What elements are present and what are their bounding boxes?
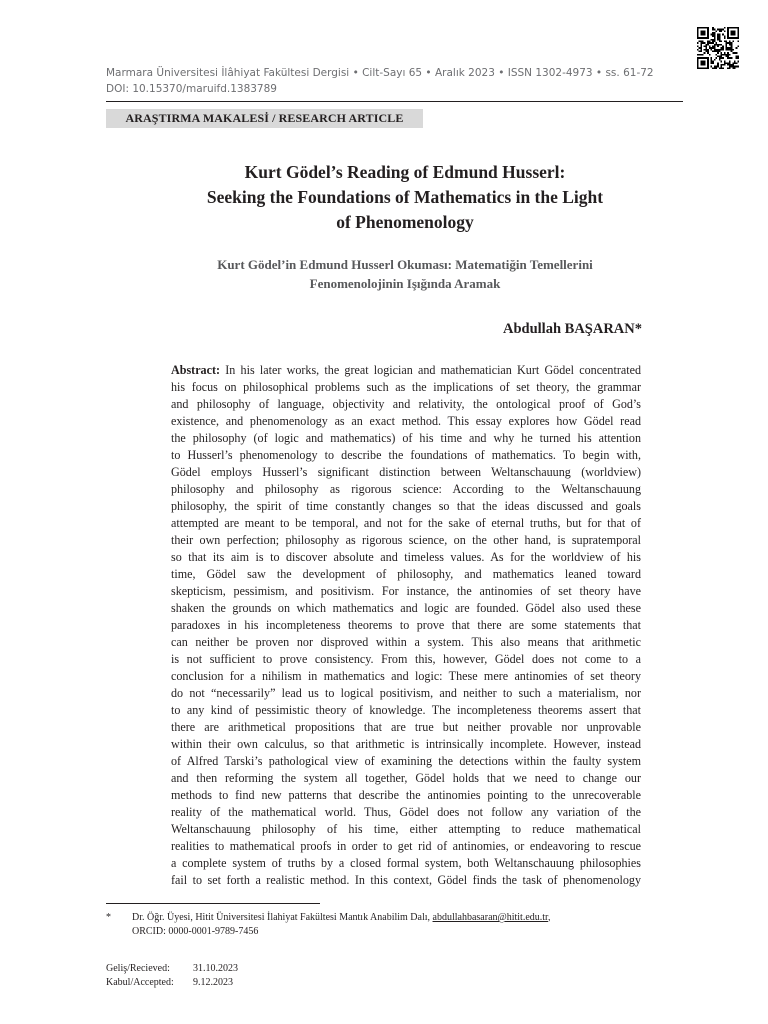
- abstract-line: within their own calculus, so that arithmetic is intrinsically incomplete. However, instead: [171, 737, 641, 751]
- author-name: Abdullah BAŞARAN*: [502, 321, 642, 337]
- abstract-line: time, Gödel saw the development of philosophy, and mathematics leaned toward: [171, 567, 641, 581]
- abstract-line: methods to find new patterns that describe the antinomies pointing to the unrecoverable: [171, 788, 641, 802]
- footnote-marker: *: [106, 912, 111, 923]
- abstract-line: and then reforming the system all together, Gödel holds that we need to change our: [171, 771, 641, 785]
- accepted-value: 9.12.2023: [193, 977, 233, 988]
- abstract-line: philosophy, the spirit of time constantly changes so that the ideas discussed and goals: [171, 499, 641, 513]
- abstract-line: their own perfection; philosophy as rigorous science, on the other hand, is supratemporal: [171, 533, 641, 547]
- abstract-line: there are arithmetical propositions that are true but neither provable nor unprovable: [171, 720, 641, 734]
- abstract-line: philosophy and philosophy as rigorous science: According to the Weltanschauung: [171, 482, 641, 496]
- received-value: 31.10.2023: [193, 963, 238, 974]
- abstract-line: fail to set forth a realistic method. In this context, Gödel finds the task of phenomenology: [171, 873, 641, 887]
- header-rule: [106, 101, 683, 102]
- abstract-line: reality of the mathematical world. Thus, Gödel does not follow any variation of the: [171, 805, 641, 819]
- doi: DOI: 10.15370/maruifd.1383789: [106, 83, 277, 95]
- abstract-line: shaken the grounds on which mathematics and logic are founded. Gödel also used these: [171, 601, 641, 615]
- abstract-line: a complete system of truths by a closed formal system, both Weltanschauung philosophies: [171, 856, 641, 870]
- abstract-line: his focus on philosophical problems such as the implications of set theory, the grammar: [171, 380, 641, 394]
- title-line-3: of Phenomenology: [336, 212, 474, 232]
- abstract-label: Abstract:: [171, 363, 221, 377]
- abstract-line: conclusion for a nihilism in mathematics and logic: These mere antinomies of set theory: [171, 669, 641, 683]
- abstract-line: the philosophy (of logic and mathematics) of his time and why he turned his attention: [171, 431, 641, 445]
- article-type-badge: ARAŞTIRMA MAKALESİ / RESEARCH ARTICLE: [106, 109, 423, 128]
- abstract-line: existence, and phenomenology as an exact method. This essay explores how Gödel read: [171, 414, 641, 428]
- abstract-line: Gödel employs Husserl’s significant distinction between Weltanschauung (worldview): [171, 465, 641, 479]
- journal-header: [106, 65, 686, 97]
- abstract-line: do not “necessarily” lead us to logical positivism, and neither to such a materialism, nor: [171, 686, 641, 700]
- title-line-2: Seeking the Foundations of Mathematics in the Light: [206, 187, 604, 207]
- author-email-link[interactable]: abdullahbasaran@hitit.edu.tr: [432, 912, 548, 923]
- received-date: [106, 962, 238, 976]
- abstract-line: so that its aim is to discover absolute and timeless values. As for the worldview of his: [171, 550, 641, 564]
- accepted-label: Kabul/Accepted:: [106, 977, 174, 988]
- qr-code-icon: [697, 27, 739, 69]
- accepted-date: [106, 976, 233, 990]
- abstract-line: and philosophy of language, objectivity and relativity, the ontological proof of God’s: [171, 397, 641, 411]
- abstract-line: attempted are meant to be temporal, and not for the sake of eternal truths, but for that of: [171, 516, 641, 530]
- abstract-line: realities to mathematical proofs in order to get rid of antinomies, or endeavoring to rescue: [171, 839, 641, 853]
- footnote-orcid: ORCID: 0000-0001-9789-7456: [132, 926, 259, 937]
- abstract-line: can neither be proven nor disproved within a system. This also means that arithmetic: [171, 635, 641, 649]
- abstract-text: In his later works, the great logician and mathematician Kurt Gödel concentrated: [225, 363, 642, 377]
- received-label: Geliş/Recieved:: [106, 963, 170, 974]
- abstract-line: is not sufficient to prove consistency. From this, however, Gödel does not come to a: [171, 652, 641, 666]
- abstract-line: skepticism, pessimism, and positivism. For instance, the antinomies of set theory have: [171, 584, 641, 598]
- footnote-affiliation: [132, 911, 550, 925]
- abstract-line: Weltanschauung philosophy of his time, either attempting to reduce mathematical: [171, 822, 641, 836]
- subtitle-line-2: Fenomenolojinin Işığında Aramak: [309, 276, 501, 291]
- footnote-affiliation-text: Dr. Öğr. Üyesi, Hitit Üniversitesi İlahiyat Fakültesi Mantık Anabilim Dalı,: [132, 912, 433, 923]
- abstract-line: [171, 362, 641, 379]
- subtitle-line-1: Kurt Gödel’in Edmund Husserl Okuması: Matematiğin Temellerini: [217, 257, 593, 272]
- abstract-line: to Husserl’s phenomenology to describe the foundations of mathematics. To begin with,: [171, 448, 641, 462]
- abstract-line: of Alfred Tarski’s pathological view of examining the detections within the faulty system: [171, 754, 641, 768]
- abstract: [171, 362, 641, 889]
- journal-citation: Marmara Üniversitesi İlâhiyat Fakültesi Dergisi • Cilt-Sayı 65 • Aralık 2023 • ISSN 1302-4973 • ss. 61-72: [106, 67, 654, 79]
- footnote-rule: [106, 903, 320, 904]
- abstract-line: paradoxes in his incompleteness theorems to prove that there are some statements that: [171, 618, 641, 632]
- abstract-line: to any kind of pessimistic theory of knowledge. The incompleteness theorems assert that: [171, 703, 641, 717]
- title-line-1: Kurt Gödel’s Reading of Edmund Husserl:: [244, 162, 566, 182]
- footnote-affiliation-suffix: ,: [547, 912, 551, 923]
